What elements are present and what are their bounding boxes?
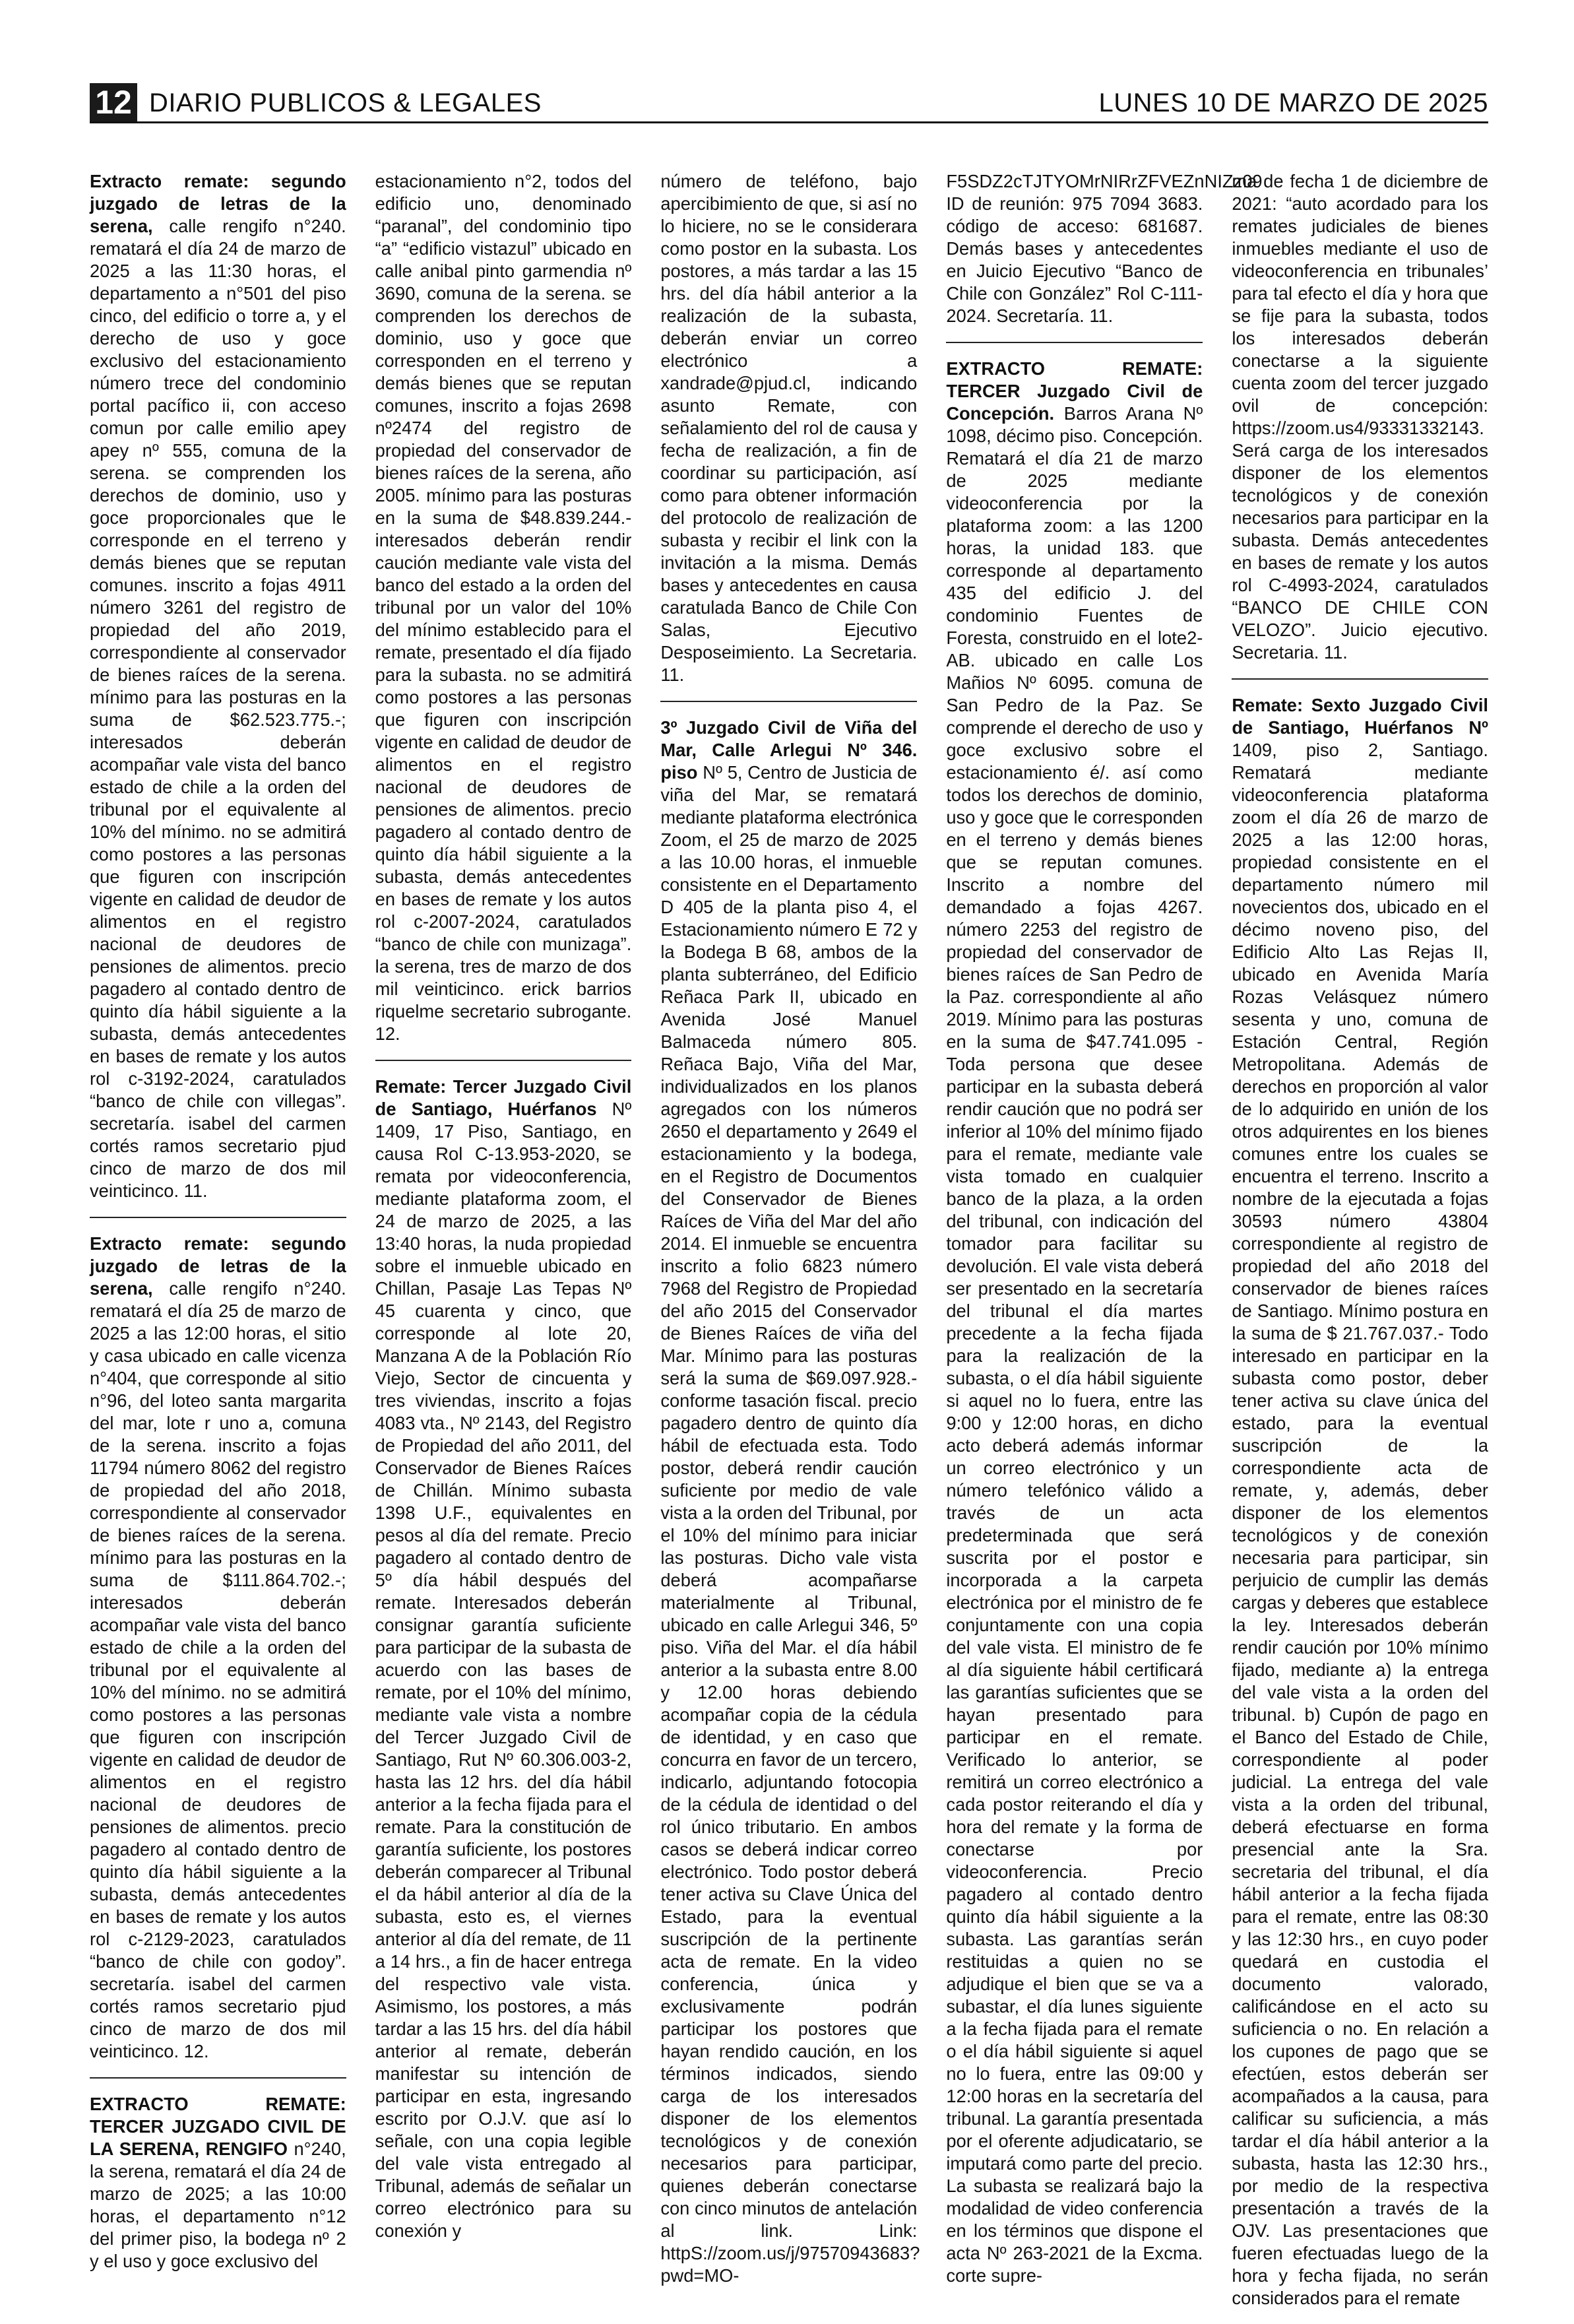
notice-body: estacionamiento n°2, todos del edificio uno, denominado “paranal”, del condominio tipo “a” “edificio vistazul” ubicado en calle anibal pinto garmendia nº 3690, comuna de la serena. se comprenden los derechos de dominio, uso y goce que corresponden en el terreno y demás bienes que se reputan comunes, inscrito a fojas 2698 nº2474 del registro de propiedad del conservador de bienes raíces de la serena, año 2005. mínimo para las posturas en la suma de $48.839.244.- interesados deberán rendir caución mediante vale vista del banco del estado a la orden del tribunal por un valor del 10% del mínimo establecido para el remate, presentado el día fijado para la subasta. no se admitirá como postores a las personas que figuren con inscripción vigente en calidad de deudor de alimentos en el registro nacional de deudores de pensiones de alimentos. precio pagadero al contado dentro de quinto día hábil siguiente a la subasta, demás antecedentes en bases de remate y los autos rol c-2007-2024, caratulados “banco de chile con munizaga”. la serena, tres de marzo de dos mil veinticinco. erick barrios riquelme secretario subrogante. 12. [375, 171, 632, 1044]
column-5 [1232, 170, 1489, 2308]
notice-heading: Extracto remate: segundo juzgado de letras de la serena, [90, 171, 346, 236]
notice [946, 358, 1203, 2302]
notice [1232, 170, 1488, 680]
page-number: 12 [90, 83, 137, 121]
notice-body: calle rengifo n°240. rematará el día 24 de marzo de 2025 a las 11:30 horas, el departamento a n°501 del piso cinco, del edificio o torre a, y el derecho de uso y goce exclusivo del estacionamiento número trece del condominio portal pacífico ii, con acceso comun por calle emilio apey apey nº 555, comuna de la serena. se comprenden los derechos de dominio, uso y goce proporcionales que le corresponde en el terreno y demás bienes que se reputan comunes. inscrito a fojas 4911 número 3261 del registro de propiedad del año 2019, correspondiente al conservador de bienes raíces de la serena. mínimo para las posturas en la suma de $62.523.775.-; interesados deberán acompañar vale vista del banco estado de chile a la orden del tribunal por el equivalente al 10% del mínimo. no se admitirá como postores a las personas que figuren con inscripción vigente en calidad de deudor de alimentos en el registro nacional de deudores de pensiones de alimentos. precio pagadero al contado dentro de quinto día hábil siguiente a la subasta, demás antecedentes en bases de remate y los autos rol c-3192-2024, caratulados “banco de chile con villegas”. secretaría. isabel del carmen cortés ramos secretario pjud cinco de marzo de dos mil veinticinco. 11. [90, 216, 346, 1201]
notice [90, 2093, 346, 2287]
notice-body: Nº 5, Centro de Justicia de viña del Mar, se rematará mediante plataforma electrónica Zoom, el 25 de marzo de 2025 a las 10.00 horas, el inmueble consistente en el Departamento D 405 de la planta piso 4, el Estacionamiento número E 72 y la Bodega B 68, ambos de la planta subterráneo, del Edificio Reñaca Park II, ubicado en Avenida José Manuel Balmaceda número 805. Reñaca Bajo, Viña del Mar, individualizados en los planos agregados con los números 2650 el departamento y 2649 el estacionamiento y la bodega, en el Registro de Documentos del Conservador de Bienes Raíces de Viña del Mar del año 2014. El inmueble se encuentra inscrito a folio 6823 número 7968 del Registro de Propiedad del año 2015 del Conservador de Bienes Raíces de viña del Mar. Mínimo para las posturas será la suma de $69.097.928.- conforme tasación fiscal. precio pagadero dentro de quinto día hábil de efectuada esta. Todo postor, deberá rendir caución suficiente por medio de vale vista a la orden del Tribunal, por el 10% del mínimo para iniciar las posturas. Dicho vale vista deberá acompañarse materialmente al Tribunal, ubicado en calle Arlegui 346, 5º piso. Viña del Mar. el día hábil anterior a la subasta entre 8.00 y 12.00 horas debiendo acompañar copia de la cédula de identidad, y en caso que concurra en favor de un tercero, indicarlo, adjuntando fotocopia de la cédula de identidad o del rol único tributario. En ambos casos se deberá indicar correo electrónico. Todo postor deberá tener activa su Clave Única del Estado, para la eventual suscripción de la pertinente acta de remate. En la video conferencia, única y exclusivamente podrán participar los postores que hayan rendido caución, en los términos indicados, siendo carga de los interesados disponer de los elementos tecnológicos y de conexión necesarios para participar, quienes deberán conectarse con cinco minutos de antelación al link. Link: httpS://zoom.us/j/97570943683?pwd=MO- [660, 762, 920, 2286]
publication-date: LUNES 10 DE MARZO DE 2025 [1098, 88, 1488, 117]
column-2 [375, 170, 632, 2282]
notice-body: 1409, piso 2, Santiago. Rematará mediante videoconferencia plataforma zoom el día 26 de marzo de 2025 a las 12:00 horas, propiedad consistente en el departamento número mil novecientos dos, ubicado en el décimo noveno piso, del Edificio Alto Las Rejas II, ubicado en Avenida María Rozas Velásquez número sesenta y uno, comuna de Estación Central, Región Metropolitana. Además de derechos en proporción al valor de lo adquirido en unión de los otros adquirentes en los bienes comunes entre los cuales se encuentra el terreno. Inscrito a nombre de la ejecutada a fojas 30593 número 43804 correspondiente al registro de propiedad del año 2018 del conservador de bienes raíces de Santiago. Mínimo postura en la suma de $ 21.767.037.- Todo interesado en participar en la subasta como postor, deber tener activa su clave única del estado, para la eventual suscripción de la correspondiente acta de remate, y, además, deber disponer de los elementos tecnológicos y de conexión necesaria para participar, sin perjuicio de cumplir las demás cargas y deberes que establece la ley. Interesados deberán rendir caución por 10% mínimo fijado, mediante a) la entrega del vale vista a la orden del tribunal. b) Cupón de pago en el Banco del Estado de Chile, correspondiente al poder judicial. La entrega del vale vista a la orden del tribunal, deberá efectuarse en forma presencial ante la Sra. secretaria del tribunal, el día hábil anterior a la fecha fijada para el remate, entre las 08:30 y las 12:30 hrs., en cuyo poder quedará en custodia el documento valorado, calificándose en el acto su suficiencia o no. En relación a los cupones de pago que se efectúen, estos deberán ser acompañados a la causa, para calificar su suficiencia, a más tardar el día hábil anterior a la subasta, hasta las 12:30 hrs., por medio de la respectiva presentación a través de la OJV. Las presentaciones que fueren efectuadas luego de la hora y fecha fijada, no serán considerados para el remate [1232, 740, 1489, 2308]
notice-heading: EXTRACTO REMATE: TERCER Juzgado Civil de Concepción. [946, 358, 1203, 424]
notice-body: Nº 1409, 17 Piso, Santiago, en causa Rol C-13.953-2020, se remata por videoconferencia, mediante plataforma zoom, el 24 de marzo de 2025, a las 13:40 horas, la nuda propiedad sobre el inmueble ubicado en Chillan, Pasaje Las Tepas Nº 45 cuarenta y cinco, que corresponde al lote 20, Manzana A de la Población Río Viejo, Sector de cincuenta y tres viviendas, inscrito a fojas 4083 vta., Nº 2143, del Registro de Propiedad del año 2011, del Conservador de Bienes Raíces de Chillán. Mínimo subasta 1398 U.F., equivalentes en pesos al día del remate. Precio pagadero al contado dentro de 5º día hábil después del remate. Interesados deberán consignar garantía suficiente para participar de la subasta de acuerdo con las bases de remate, por el 10% del mínimo, mediante vale vista a nombre del Tercer Juzgado Civil de Santiago, Rut Nº 60.306.003-2, hasta las 12 hrs. del día hábil anterior a la fecha fijada para el remate. Para la constitución de garantía suficiente, los postores deberán comparecer al Tribunal el da hábil anterior al día de la subasta, esto es, el viernes anterior al día del remate, de 11 a 14 hrs., a fin de hacer entrega del respectivo vale vista. Asimismo, los postores, a más tardar a las 15 hrs. del día hábil anterior al remate, deberán manifestar su intención de participar en esta, ingresando escrito por O.J.V. que así lo señale, con una copia legible del vale vista entregado al Tribunal, además de señalar un correo electrónico para su conexión y [375, 1099, 632, 2241]
column-1 [90, 170, 346, 2282]
notice-heading: Remate: Sexto Juzgado Civil de Santiago, Huérfanos Nº [1232, 695, 1489, 738]
column-4 [946, 170, 1263, 2286]
notice-heading: Remate: Tercer Juzgado Civil de Santiago, Huérfanos [375, 1076, 632, 1119]
notice-body: ma de fecha 1 de diciembre de 2021: “auto acordado para los remates judiciales de bienes inmuebles mediante el uso de videoconferencia en tribunales’ para tal efecto el día y hora que se fije para la subasta, todos los interesados deberán conectarse a la siguiente cuenta zoom del tercer juzgado ovil de concepción: https://zoom.us4/93331332143. Será carga de los interesados disponer de los elementos tecnológicos y de conexión necesarios para participar en la subasta. Demás antecedentes en bases de remate y los autos rol C-4993-2024, caratulados “BANCO DE CHILE CON VELOZO”. Juicio ejecutivo. Secretaria. 11. [1232, 171, 1489, 662]
notice-body: número de teléfono, bajo apercibimiento de que, si así no lo hiciere, no se le considerara como postor en la subasta. Los postores, a más tardar a las 15 hrs. del día hábil anterior a la realización de la subasta, deberán enviar un correo electrónico a xandrade@pjud.cl, indicando asunto Remate, con señalamiento del rol de causa y fecha de realización, a fin de coordinar su participación, así como para obtener información del protocolo de realización de subasta y recibir el link con la invitación a la misma. Demás bases y antecedentes en causa caratulada Banco de Chile Con Salas, Ejecutivo Desposeimiento. La Secretaria. 11. [660, 171, 918, 685]
notice-heading: EXTRACTO REMATE: TERCER JUZGADO CIVIL DE LA SERENA, RENGIFO [90, 2094, 346, 2159]
notice [90, 170, 346, 1218]
notice-columns [90, 170, 1489, 2308]
notice-body: n°240, la serena, rematará el día 24 de marzo de 2025; a las 10:00 horas, el departamento n°12 del primer piso, la bodega nº 2 y el uso y goce exclusivo del [90, 2139, 346, 2271]
notice-body: F5SDZ2cTJTYOMrNIRrZFVEZnNIZz09 ID de reunión: 975 7094 3683. código de acceso: 681687. Demás bases y antecedentes en Juicio Ejecutivo “Banco de Chile con González” Rol C-111-2024. Secretaría. 11. [946, 171, 1263, 326]
column-3 [660, 170, 920, 2286]
notice [660, 717, 920, 2302]
notice [660, 170, 917, 702]
notice-heading: Extracto remate: segundo juzgado de letras de la serena, [90, 1233, 346, 1299]
notice [375, 170, 632, 1061]
publication-name: DIARIO PUBLICOS & LEGALES [149, 88, 542, 117]
notice [375, 1076, 632, 2257]
notice-heading: 3º Juzgado Civil de Viña del Mar, Calle Arlegui Nº 346. piso [660, 717, 918, 783]
page-header [90, 83, 1488, 123]
notice [946, 170, 1263, 343]
notice-body: Barros Arana Nº 1098, décimo piso. Concepción. Rematará el día 21 de marzo de 2025 mediante videoconferencia por la plataforma zoom: a las 1200 horas, la unidad 183. que corresponde al departamento 435 del edificio J. del condominio Fuentes de Foresta, construido en el lote2-AB. ubicado en calle Los Mañios Nº 6095. comuna de San Pedro de la Paz. Se comprende el derecho de uso y goce exclusivo sobre el estacionamiento é/. así como todos los derechos de dominio, uso y goce que le corresponden en el terreno y demás bienes que se reputan comunes. Inscrito a nombre del demandado a fojas 4267. número 2253 del registro de propiedad del conservador de bienes raíces de San Pedro de la Paz. correspondiente al año 2019. Mínimo para las posturas en la suma de $47.741.095 - Toda persona que desee participar en la subasta deberá rendir caución que no podrá ser inferior al 10% del mínimo fijado para el remate, mediante vale vista tomado en cualquier banco de la plaza, a la orden del tribunal, con indicación del tomador para facilitar su devolución. El vale vista deberá ser presentado en la secretaría del tribunal el día martes precedente a la fecha fijada para la realización de la subasta, o el día hábil siguiente si aquel no lo fuera, entre las 9:00 y 12:00 horas, en dicho acto deberá además informar un correo electrónico y un número telefónico válido a través de un acta predeterminada que será suscrita por el postor e incorporada a la carpeta electrónica por el ministro de fe conjuntamente con una copia del vale vista. El ministro de fe al día siguiente hábil certificará las garantías suficientes que se hayan presentado para participar en el remate. Verificado lo anterior, se remitirá un correo electrónico a cada postor reiterando el día y hora del remate y la forma de conectarse por videoconferencia. Precio pagadero al contado dentro quinto día hábil siguiente a la subasta. Las garantías serán restituidas a quien no se adjudique el bien que se va a subastar, el día lunes siguiente a la fecha fijada para el remate o el día hábil siguiente si aquel no lo fuera, entre las 09:00 y 12:00 horas en la secretaría del tribunal. La garantía presentada por el oferente adjudicatario, se imputará como parte del precio. La subasta se realizará bajo la modalidad de video conferencia en los términos que dispone el acta Nº 263-2021 de la Excma. corte supre- [946, 403, 1203, 2286]
notice [90, 1233, 346, 2079]
notice [1232, 694, 1488, 2324]
notice-body: calle rengifo n°240. rematará el día 25 de marzo de 2025 a las 12:00 horas, el sitio y casa ubicado en calle vicenza n°404, que corresponde al sitio n°96, del loteo santa margarita del mar, lote r uno a, comuna de la serena. inscrito a fojas 11794 número 8062 del registro de propiedad del año 2018, correspondiente al conservador de bienes raíces de la serena. mínimo para las posturas en la suma de $111.864.702.-; interesados deberán acompañar vale vista del banco estado de chile a la orden del tribunal por el equivalente al 10% del mínimo. no se admitirá como postores a las personas que figuren con inscripción vigente en calidad de deudor de alimentos en el registro nacional de deudores de pensiones de alimentos. precio pagadero al contado dentro de quinto día hábil siguiente a la subasta, demás antecedentes en bases de remate y los autos rol c-2129-2023, caratulados “banco de chile con godoy”. secretaría. isabel del carmen cortés ramos secretario pjud cinco de marzo de dos mil veinticinco. 12. [90, 1278, 346, 2061]
